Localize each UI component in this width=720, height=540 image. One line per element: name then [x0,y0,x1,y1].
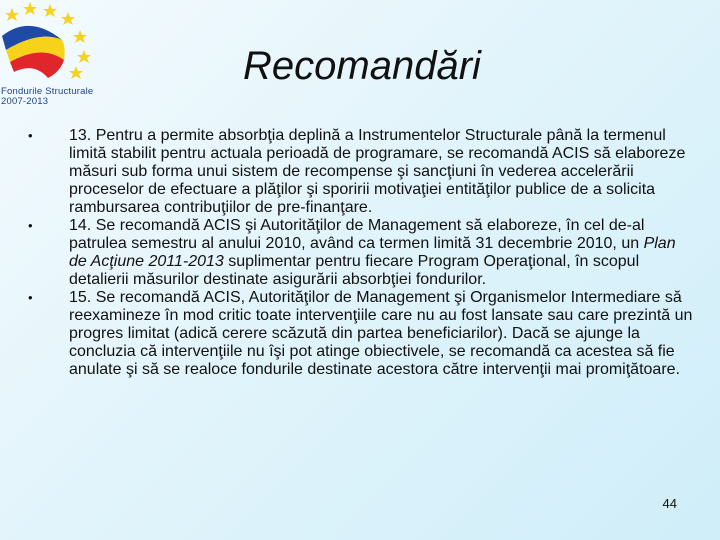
bullet-list [22,127,694,379]
list-item [22,217,694,289]
item-text: 15. Se recomandă ACIS, Autorităţilor de Management şi Organismelor Intermediare să reexamineze în mod critic toate intervenţiile care nu au fost lansate sau care prezintă un progres limitat (adică cerere scăzută din partea beneficiarilor). Dacă se ajunge la concluzia că intervenţiile nu îşi pot atinge obiectivele, se recomandă ca acestea să fie anulate şi să se realoce fondurile destinate acestora către intervenţii mai promiţătoare. [69,289,693,378]
star-icon [61,12,75,25]
item-text: 13. Pentru a permite absorbţia deplină a Instrumentelor Structurale până la termenul limită stabilit pentru actuala perioadă de programare, se recomandă ACIS să elaboreze măsuri sub forma unui sistem de recompense şi sancţiuni în vederea accelerării proceselor de efectuare a plăţilor şi sporirii motivaţiei entităţilor publice de a solicita rambursarea contribuţiilor de pre-finanţare. [69,127,686,216]
logo-text-line2: 2007-2013 [1,96,49,107]
bullet-marker: • [28,290,33,305]
list-item [22,289,694,379]
bullet-marker: • [28,218,33,233]
logo-text-line1: Fondurile Structurale [1,86,94,97]
star-icon [5,8,19,21]
bullet-marker: • [28,128,33,143]
star-icon [43,4,57,17]
page-number: 44 [662,496,677,511]
star-icon [73,30,87,43]
item-text-before: 14. Se recomandă ACIS şi Autorităţilor de Management să elaboreze, în cel de-al patrulea semestru al anului 2010, având ca termen limită 31 decembrie 2010, un [69,217,645,252]
item-text-after: suplimentar pentru fiecare Program Operaţional, în scopul detalierii măsurilor destinate asigurării absorbţiei fondurilor. [69,253,640,288]
list-item [22,127,694,217]
star-icon [23,2,37,15]
item-text-emphasis: Plan de Acţiune 2011-2013 [69,235,676,270]
slide-title: Recomandări [243,44,481,88]
